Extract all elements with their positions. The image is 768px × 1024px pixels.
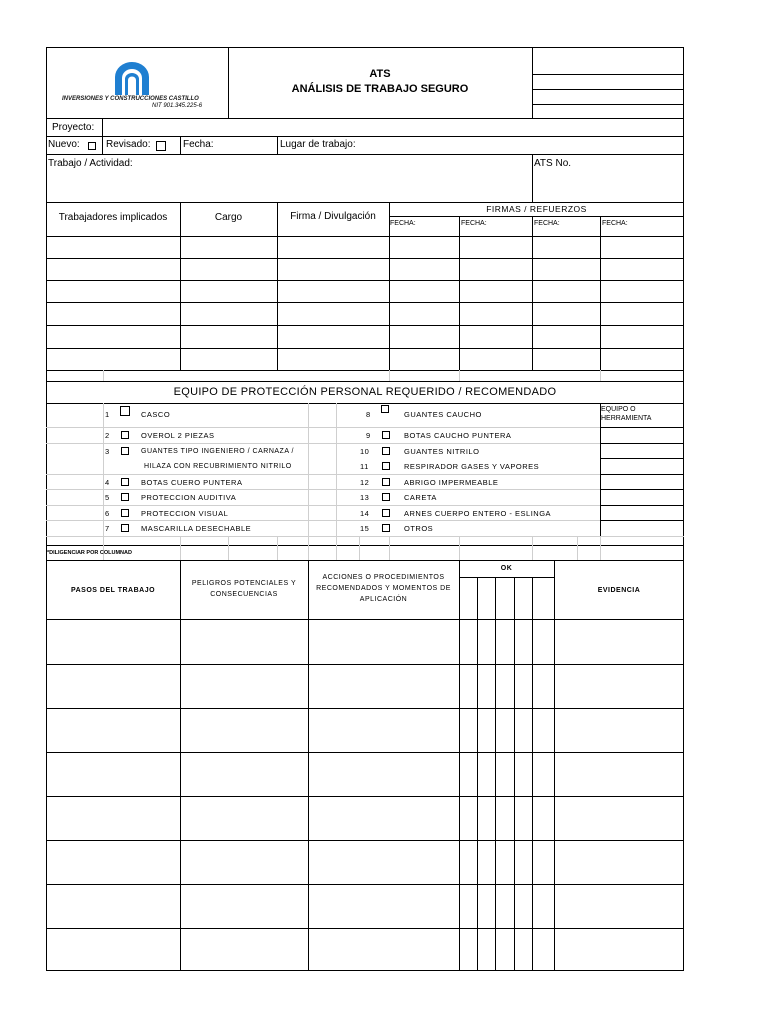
epp-grid-line [308,403,309,536]
epp-item-num: 15 [360,524,370,533]
nuevo-checkbox[interactable] [88,142,96,150]
equipo-row-line [600,520,684,521]
grid-tick [600,536,601,560]
grid-tick [180,536,181,560]
fecha-label-4: FECHA: [602,220,628,227]
worker-row-line [46,302,684,303]
epp-item-num: 9 [366,431,371,440]
doc-subtitle: ANÁLISIS DE TRABAJO SEGURO [291,83,469,95]
ok-col-divider [532,577,533,971]
epp-row-line [46,427,600,428]
worker-row-line [46,325,684,326]
epp-item-num: 8 [366,410,371,419]
epp-item-label: CASCO [141,410,171,419]
epp-grid-line [103,403,104,536]
col-peligros-2: CONSECUENCIAS [210,591,278,598]
diligenciar-note: *DILIGENCIAR POR COLUMNAD [47,550,132,556]
company-logo [112,60,152,96]
revisado-label: Revisado: [106,139,151,150]
worker-row-line [46,370,684,371]
equipo-row-line [600,489,684,490]
epp-row-line [46,520,600,521]
steps-col-divider [459,560,460,971]
doc-title: ATS [369,68,391,80]
cell-divider [277,136,278,154]
equipo-row-line [600,443,684,444]
cell-divider [180,136,181,154]
equipo-label-2: HERRAMIENTA [601,415,652,422]
epp-row-line [46,536,684,537]
epp-item-label: GUANTES NITRILO [404,447,480,456]
row-line [46,545,684,546]
equipo-row-line [600,458,684,459]
epp-item-num: 7 [105,524,110,533]
row-line [46,403,684,404]
firmas-title: FIRMAS / REFUERZOS [486,204,587,214]
grid-tick [359,536,360,560]
row-line [46,118,684,119]
equipo-row-line [600,505,684,506]
steps-header-bottom [46,619,684,620]
epp-checkbox-guantes-ingeniero[interactable] [121,447,129,455]
col-cargo: Cargo [214,212,243,223]
epp-row-line [46,443,600,444]
grid-tick [277,536,278,560]
header-line [532,74,684,75]
epp-item-label: PROTECCION AUDITIVA [141,493,237,502]
col-pasos: PASOS DEL TRABAJO [70,587,156,594]
step-row-line [46,664,684,665]
company-nit: NIT 901.345.225-6 [152,103,203,109]
epp-checkbox-botas-caucho[interactable] [382,431,390,439]
worker-row-line [46,258,684,259]
epp-item-label: BOTAS CAUCHO PUNTERA [404,431,512,440]
row-line [46,202,684,203]
header-line [532,89,684,90]
grid-tick [577,536,578,560]
step-row-line [46,884,684,885]
epp-item-label: OTROS [404,524,434,533]
steps-col-divider [308,560,309,971]
epp-item-label: BOTAS CUERO PUNTERA [141,478,243,487]
col-peligros-1: PELIGROS POTENCIALES Y [191,580,297,587]
ok-header-line [459,577,554,578]
epp-item-num: 14 [360,509,370,518]
row-line [46,154,684,155]
steps-col-divider [180,560,181,971]
epp-checkbox-botas-cuero[interactable] [121,478,129,486]
grid-tick [228,536,229,560]
col-evidencia: EVIDENCIA [597,587,641,594]
epp-row-line [46,505,600,506]
fecha-label-3: FECHA: [534,220,560,227]
row-line [389,216,684,217]
epp-item-num: 5 [105,493,110,502]
epp-checkbox-auditiva[interactable] [121,493,129,501]
header-line [532,104,684,105]
equipo-label-1: EQUIPO O [601,406,636,413]
epp-item-num: 12 [360,478,370,487]
nuevo-label: Nuevo: [48,139,80,150]
step-row-line [46,708,684,709]
epp-item-num: 11 [360,462,369,471]
epp-checkbox-otros[interactable] [382,524,390,532]
epp-item-label: MASCARILLA DESECHABLE [141,524,252,533]
epp-checkbox-guantes-caucho[interactable] [381,405,389,413]
col-acciones-3: APLICACIÓN [359,596,408,603]
epp-item-label: CARETA [404,493,437,502]
step-row-line [46,796,684,797]
row-line [46,136,684,137]
epp-row-line [46,474,600,475]
col-acciones-2: RECOMENDADOS Y MOMENTOS DE [316,585,451,592]
epp-checkbox-abrigo[interactable] [382,478,390,486]
epp-checkbox-mascarilla[interactable] [121,524,129,532]
epp-checkbox-overol[interactable] [121,431,129,439]
epp-checkbox-guantes-nitrilo[interactable] [382,447,390,455]
revisado-checkbox[interactable] [156,141,166,151]
equipo-row-line [600,427,684,428]
col-acciones-1: ACCIONES O PROCEDIMIENTOS [322,574,445,581]
equipo-row-line [600,474,684,475]
epp-item-num: 3 [105,447,110,456]
col-divider [532,216,533,370]
step-row-line [46,928,684,929]
col-divider [600,216,601,370]
ok-col-divider [477,577,478,971]
worker-row-line [46,236,684,237]
ok-col-divider [495,577,496,971]
epp-item-num: 2 [105,431,110,440]
epp-item-label: ARNES CUERPO ENTERO - ESLINGA [404,509,552,518]
epp-item-num: 6 [105,509,110,518]
grid-tick [389,536,390,560]
trabajo-label: Trabajo / Actividad: [48,158,133,169]
epp-item-num: 10 [360,447,370,456]
epp-item-label: GUANTES TIPO INGENIERO / CARNAZA / [141,448,295,455]
epp-item-num: 4 [105,478,110,487]
col-firma: Firma / Divulgación [290,211,376,222]
epp-item-num: 1 [105,410,110,419]
epp-item-label: HILAZA CON RECUBRIMIENTO NITRILO [144,463,292,470]
epp-item-label: OVEROL 2 PIEZAS [141,431,215,440]
epp-row-line [46,489,600,490]
epp-checkbox-respirador[interactable] [382,462,390,470]
steps-col-divider [554,560,555,971]
col-divider [277,202,278,370]
grid-tick [600,370,601,381]
col-divider [459,216,460,370]
epp-checkbox-casco[interactable] [120,406,130,416]
row-line [46,560,684,561]
ok-col-divider [514,577,515,971]
ats-no-label: ATS No. [534,158,572,169]
epp-item-num: 13 [360,493,370,502]
grid-tick [336,536,337,560]
header-divider [532,47,533,118]
grid-tick [103,370,104,381]
epp-checkbox-arnes[interactable] [382,509,390,517]
epp-item-label: GUANTES CAUCHO [404,410,482,419]
grid-tick [459,370,460,381]
cell-divider [532,154,533,202]
cell-divider [102,136,103,154]
grid-tick [389,370,390,381]
epp-grid-line [336,403,337,536]
epp-checkbox-careta[interactable] [382,493,390,501]
step-row-line [46,752,684,753]
col-divider [389,202,390,370]
col-divider [180,202,181,370]
lugar-label: Lugar de trabajo: [280,139,356,150]
epp-item-label: ABRIGO IMPERMEABLE [404,478,499,487]
cell-divider [102,118,103,136]
grid-tick [532,536,533,560]
col-ok: OK [500,565,513,572]
grid-tick [459,536,460,560]
row-line [46,381,684,382]
fecha-label-1: FECHA: [390,220,416,227]
company-name: INVERSIONES Y CONSTRUCCIONES CASTILLO [62,96,199,102]
epp-item-label: PROTECCION VISUAL [141,509,229,518]
col-trabajadores: Trabajadores implicados [58,212,168,223]
step-row-line [46,840,684,841]
fecha-label: Fecha: [183,139,214,150]
fecha-label-2: FECHA: [461,220,487,227]
grid-tick [308,536,309,560]
epp-title: EQUIPO DE PROTECCIÓN PERSONAL REQUERIDO / RECOMENDADO [173,386,557,398]
epp-item-label: RESPIRADOR GASES Y VAPORES [404,462,540,471]
epp-checkbox-visual[interactable] [121,509,129,517]
worker-row-line [46,348,684,349]
worker-row-line [46,280,684,281]
proyecto-label: Proyecto: [52,122,95,133]
